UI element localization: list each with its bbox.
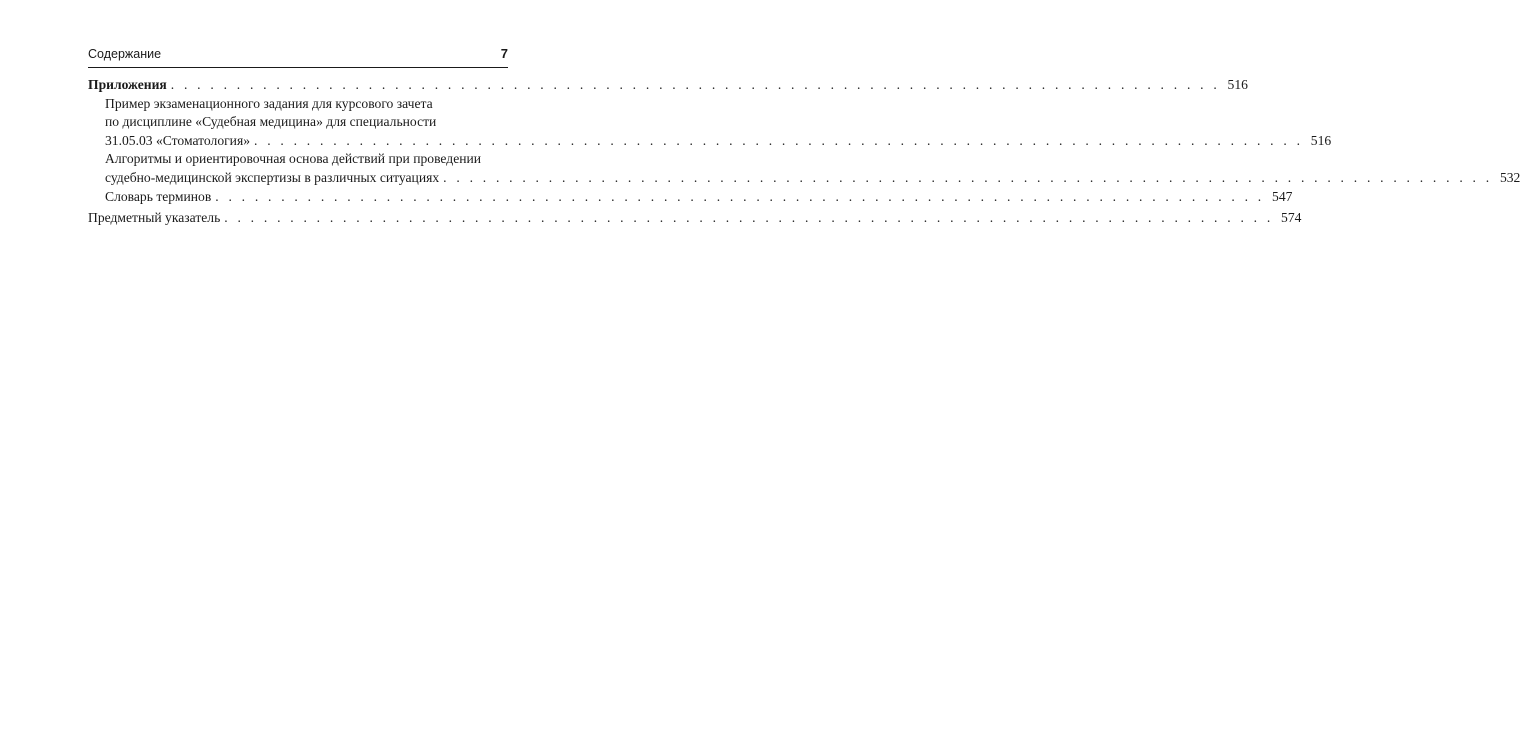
toc-entry-page: 532 bbox=[1499, 169, 1520, 185]
dot-leader: . . . . . . . . . . . . . . . . . . . . . . . . . . . . . . . . . . . . . . . . . . . . . . . . . . . . . . . . . . . . . . . . . . . . . . . . . . . . . . . . bbox=[254, 132, 1304, 148]
toc-entry-title-line: Пример экзаменационного задания для курсового зачета bbox=[105, 95, 433, 111]
toc-entry-page: 547 bbox=[1272, 188, 1293, 204]
toc-entry-glossary[interactable] bbox=[88, 188, 1293, 207]
toc-line bbox=[105, 169, 1520, 188]
toc-line bbox=[88, 76, 1248, 95]
running-header bbox=[88, 45, 508, 68]
toc-line bbox=[105, 188, 1293, 207]
toc-line bbox=[105, 132, 1332, 151]
toc-entry-exam-example[interactable] bbox=[88, 95, 1332, 151]
toc-entry-page: 516 bbox=[1227, 77, 1248, 92]
running-header-title: Содержание bbox=[88, 47, 162, 61]
toc-entry-title: Приложения bbox=[88, 77, 167, 92]
toc-entry-page: 574 bbox=[1281, 210, 1302, 226]
toc-entry-algorithms[interactable] bbox=[88, 150, 1520, 187]
toc-entry-title-line: судебно-медицинской экспертизы в различных ситуациях bbox=[105, 169, 440, 185]
toc-entry-page: 516 bbox=[1310, 132, 1332, 148]
toc-entry-title: Словарь терминов bbox=[105, 188, 212, 204]
table-of-contents bbox=[88, 76, 1520, 228]
toc-entry-title: Предметный указатель bbox=[88, 210, 221, 226]
dot-leader: . . . . . . . . . . . . . . . . . . . . . . . . . . . . . . . . . . . . . . . . . . . . . . . . . . . . . . . . . . . . . . . . . . . . . . . . . . . . . . . . bbox=[224, 210, 1274, 226]
toc-line bbox=[88, 209, 1302, 228]
dot-leader: . . . . . . . . . . . . . . . . . . . . . . . . . . . . . . . . . . . . . . . . . . . . . . . . . . . . . . . . . . . . . . . . . . . . . . . . . . . . . . . . bbox=[443, 169, 1493, 185]
toc-entry-title-line: по дисциплине «Судебная медицина» для специальности bbox=[105, 114, 437, 130]
toc-entry-title-line: 31.05.03 «Стоматология» bbox=[105, 132, 251, 148]
dot-leader: . . . . . . . . . . . . . . . . . . . . . . . . . . . . . . . . . . . . . . . . . . . . . . . . . . . . . . . . . . . . . . . . . . . . . . . . . . . . . . . . bbox=[170, 77, 1220, 92]
toc-entry-appendices[interactable] bbox=[88, 76, 1248, 95]
page-number: 7 bbox=[500, 46, 508, 61]
dot-leader: . . . . . . . . . . . . . . . . . . . . . . . . . . . . . . . . . . . . . . . . . . . . . . . . . . . . . . . . . . . . . . . . . . . . . . . . . . . . . . . . bbox=[215, 188, 1265, 204]
toc-entry-subject-index[interactable] bbox=[88, 209, 1302, 228]
toc-entry-title-line: Алгоритмы и ориентировочная основа действий при проведении bbox=[105, 151, 482, 167]
